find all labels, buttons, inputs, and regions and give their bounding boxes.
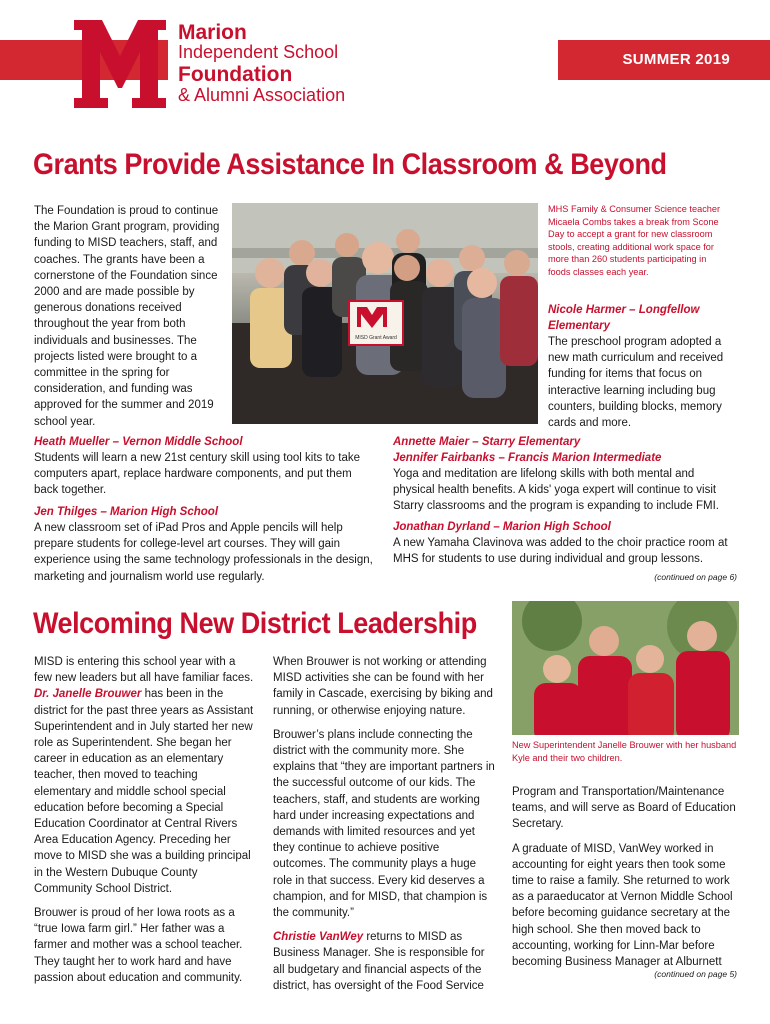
leadership-heading: Welcoming New District Leadership	[33, 607, 477, 640]
grant-item-mueller	[34, 434, 374, 499]
grant-item-title: Jen Thilges – Marion High School	[34, 506, 219, 518]
issue-season: SUMMER 2019	[622, 51, 730, 68]
leadership-paragraph-7: A graduate of MISD, VanWey worked in accounting for eight years then took some time to raise a family. She returned to work as a paraeducator at Vernon Middle School before becoming guidance secretary at the high school. She then moved back to accounting, working for Linn-Mar before becoming Business Manager at Alburnett	[512, 842, 733, 969]
p1-rest-text: has been in the district for the past three years as Assistant Superintendent and in July started her new role as Superintendent. She began her career in education as an elementary teacher, then moved to teaching elementary and middle school special education before becoming a Special Education Coordinator at Central Rivers Area Education Agency. Preceding her move to MISD she was a building principal in the Western Dubuque County Community School District.	[34, 688, 254, 895]
certificate-text: MISD Grant Award	[355, 335, 397, 341]
leadership-paragraph-6: Program and Transportation/Maintenance teams, and will serve as Board of Education Secretary.	[512, 786, 736, 831]
leadership-paragraph-3: When Brouwer is not working or attending MISD activities she can be found with her family in Cascade, exercising by biking and running, or otherwise enjoying nature.	[273, 656, 493, 717]
brouwer-name: Dr. Janelle Brouwer	[34, 688, 142, 701]
grants-continued-note: (continued on page 6)	[654, 572, 737, 582]
grant-item-text: A new classroom set of iPad Pros and Apple pencils will help prepare students for college-level art courses. They will gain experience using the same technology professionals in the design, marketing and journalism world use regularly.	[34, 522, 373, 583]
grants-photo-caption: MHS Family & Consumer Science teacher Micaela Combs takes a break from Scone Day to accept a grant for new classroom stools, creating additional work space for more than 260 students participating in foods classes each year.	[548, 204, 721, 277]
leadership-paragraph-1	[34, 654, 256, 897]
group-photo-illustration	[232, 203, 538, 424]
leadership-paragraph-5	[273, 929, 495, 994]
org-name-line-4: & Alumni Association	[178, 85, 346, 105]
marion-m-logo	[72, 18, 168, 110]
org-name-line-2: Independent School	[178, 42, 339, 62]
grant-recipients-photo	[232, 203, 538, 424]
p5-rest-text: returns to MISD as Business Manager. She is responsible for all budgetary and financial aspects of the district, has oversight of the Food Service	[273, 931, 485, 992]
grant-item-thilges	[34, 504, 374, 585]
brouwer-family-photo	[512, 601, 739, 735]
grant-item-harmer	[548, 302, 734, 431]
leadership-paragraph-2: Brouwer is proud of her Iowa roots as a “true Iowa farm girl.” Her father was a farmer and mother was a school teacher. They taught her to work hard and have passion about education and community.	[34, 907, 243, 984]
leadership-column-2	[273, 654, 495, 994]
org-name-line-3: Foundation	[178, 63, 293, 86]
grant-item-title: Jonathan Dyrland – Marion High School	[393, 521, 611, 533]
grant-item-dyrland	[393, 519, 738, 567]
vanwey-name: Christie VanWey	[273, 931, 364, 944]
org-name-line-1: Marion	[178, 21, 247, 44]
grant-item-text: Yoga and meditation are lifelong skills with both mental and physical health benefits. A kids' yoga expert will continue to visit Starry classrooms and the program is expanding to include FMI.	[393, 468, 719, 513]
leadership-column-1	[34, 654, 256, 986]
grant-item-title: Nicole Harmer – Longfellow Elementary	[548, 304, 700, 332]
leadership-column-3	[512, 784, 737, 970]
leadership-photo-caption: New Superintendent Janelle Brouwer with her husband Kyle and their two children.	[512, 740, 737, 763]
p1-lead-text: MISD is entering this school year with a few new leaders but all have familiar faces.	[34, 656, 254, 685]
grant-item-text: Students will learn a new 21st century skill using tool kits to take computers apart, replace hardware components, and put them back together.	[34, 452, 360, 497]
grant-item-maier-fairbanks	[393, 434, 738, 515]
grant-item-title: Heath Mueller – Vernon Middle School	[34, 436, 243, 448]
grants-intro: The Foundation is proud to continue the Marion Grant program, providing funding to MISD teachers, staff, and coaches. The grants have been a cornerstone of the Foundation since 2000 and are made possible by generous donations received throughout the year from both individuals and businesses. The projects listed were brought to a committee in the spring for consideration, and funding was approved for the summer and 2019 school year.	[34, 205, 220, 428]
grant-item-text: The preschool program adopted a new math curriculum and received funding for items that focus on interactive learning including bug counters, building blocks, memory cards and more.	[548, 336, 724, 430]
grant-item-title: Annette Maier – Starry Elementary	[393, 436, 581, 448]
leadership-paragraph-4: Brouwer’s plans include connecting the district with the community more. She explains that “they are important partners in the successful outcome of our kids. The teachers, staff, and students are working hard under increasing expectations and demands with limited resources and yet they continue to achieve positive outcomes. The community plays a huge role in that success. Every kid deserves a champion, and for MISD, that champion is the community.”	[273, 728, 495, 920]
leadership-continued-note: (continued on page 5)	[654, 969, 737, 979]
grants-heading: Grants Provide Assistance In Classroom & Beyond	[33, 148, 667, 181]
grant-item-text: A new Yamaha Clavinova was added to the choir practice room at MHS for students to use during individual and group lessons.	[393, 537, 728, 566]
family-photo-illustration	[512, 601, 739, 735]
grant-item-title-2: Jennifer Fairbanks – Francis Marion Intermediate	[393, 452, 662, 464]
